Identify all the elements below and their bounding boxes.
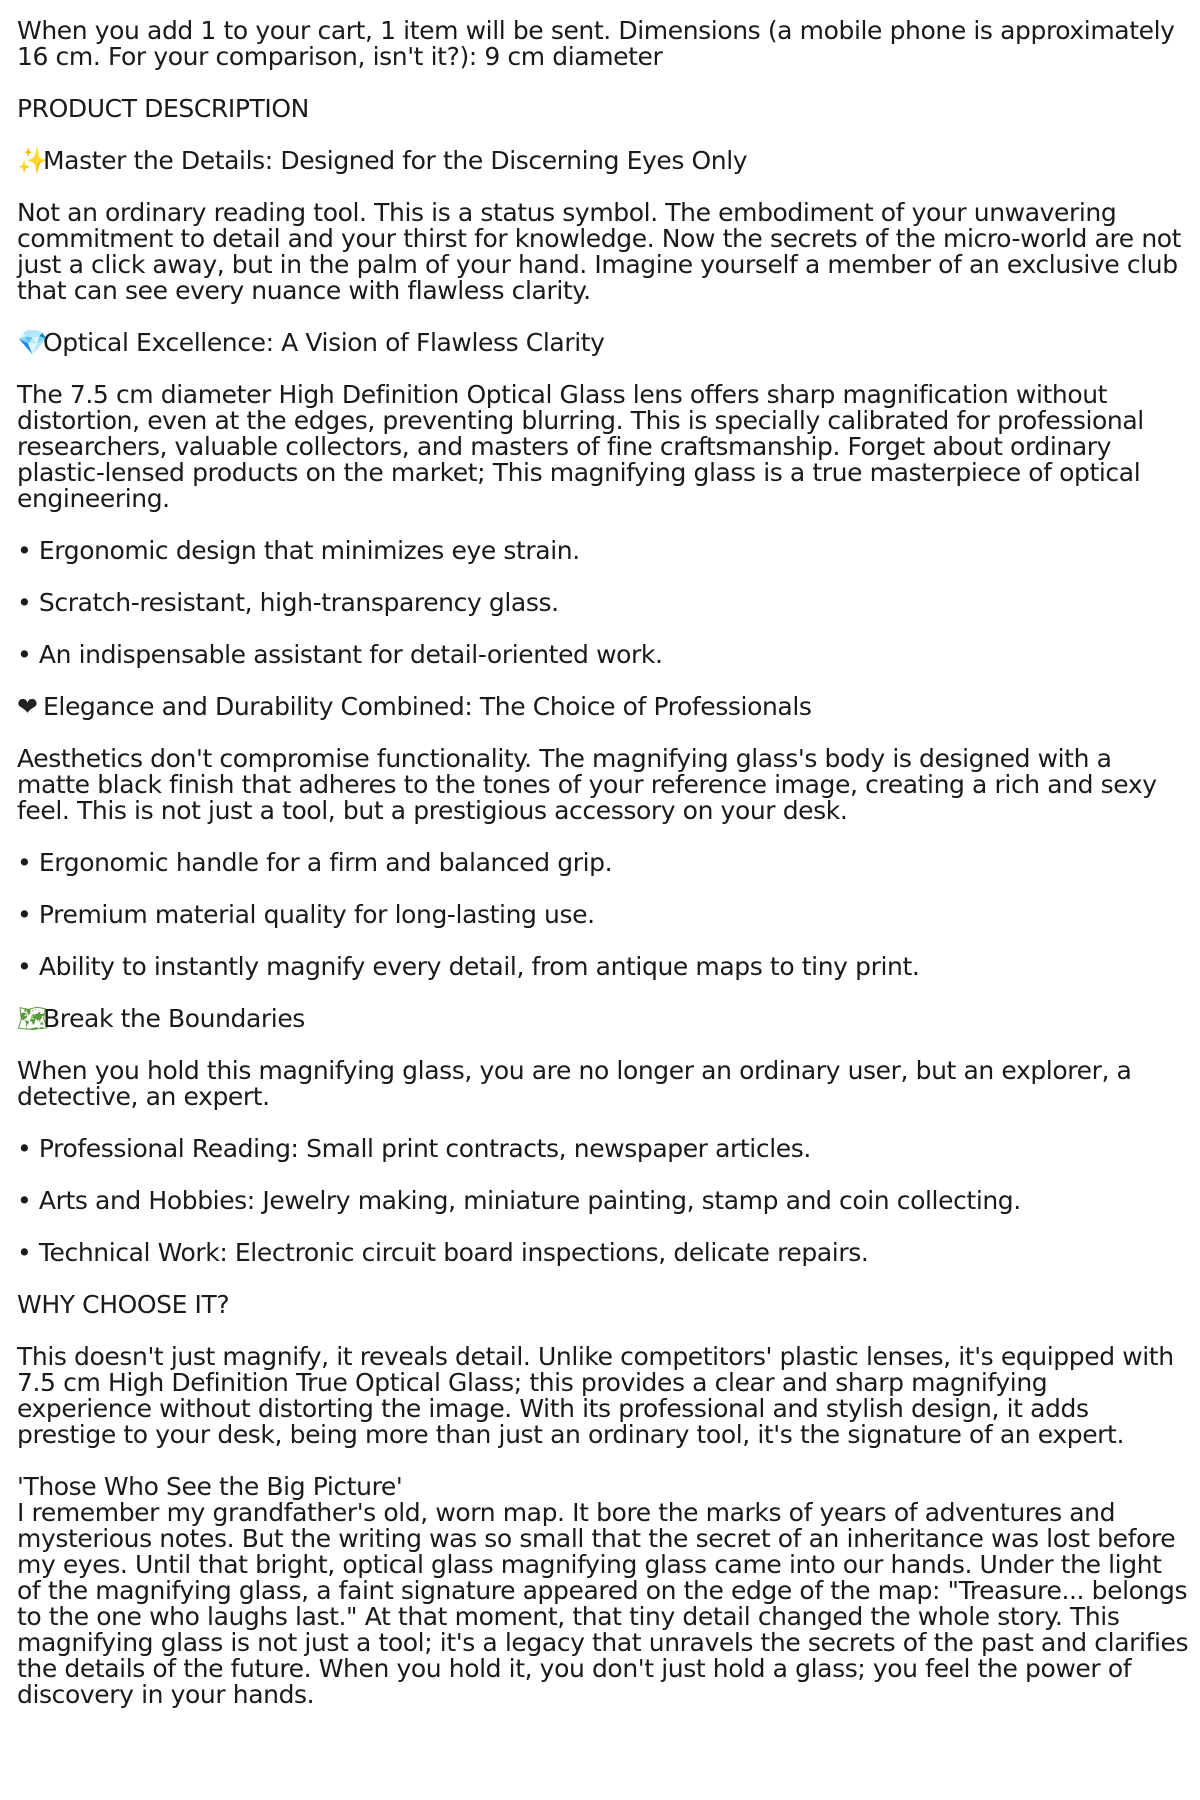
section-title: Master the Details: Designed for the Discerning Eyes Only [43,146,748,175]
why-choose-body: This doesn't just magnify, it reveals detail. Unlike competitors' plastic lenses, it's equipped with 7.5 cm High Definition True Optical Glass; this provides a clear and sharp magnifying experience without distorting the image. With its professional and stylish design, it adds prestige to your desk, being more than just an ordinary tool, it's the signature of an expert. [17,1342,1174,1449]
list-item: • Ability to instantly magnify every detail, from antique maps to tiny print. [17,952,920,981]
gem-icon: 💎 [17,328,48,357]
product-description-heading: PRODUCT DESCRIPTION [17,94,309,123]
section-title: Elegance and Durability Combined: The Choice of Professionals [43,692,812,721]
list-item: • Technical Work: Electronic circuit board inspections, delicate repairs. [17,1238,869,1267]
section-title: Break the Boundaries [43,1004,305,1033]
section-heading-master-details [17,148,1189,174]
list-item: • An indispensable assistant for detail-oriented work. [17,640,663,669]
list-item: • Scratch-resistant, high-transparency glass. [17,588,559,617]
list-item: • Arts and Hobbies: Jewelry making, miniature painting, stamp and coin collecting. [17,1186,1021,1215]
story-title: 'Those Who See the Big Picture' [17,1472,403,1501]
list-item: • Ergonomic handle for a firm and balanced grip. [17,848,613,877]
product-description-document [17,18,1189,1734]
section-heading-elegance-durability [17,694,1189,720]
section-body-break-boundaries: When you hold this magnifying glass, you are no longer an ordinary user, but an explorer, a detective, an expert. [17,1056,1132,1111]
why-choose-heading: WHY CHOOSE IT? [17,1290,230,1319]
section-heading-optical-excellence [17,330,1189,356]
black-heart-icon: ❤ [17,692,38,721]
world-map-icon: 🗺 [17,1004,49,1033]
section-heading-break-boundaries [17,1006,1189,1032]
sparkles-icon: ✨ [17,146,48,175]
section-body-optical-excellence: The 7.5 cm diameter High Definition Optical Glass lens offers sharp magnification without distortion, even at the edges, preventing blurring. This is specially calibrated for professional researchers, valuable collectors, and masters of fine craftsmanship. Forget about ordinary plastic-lensed products on the market; This magnifying glass is a true masterpiece of optical engineering. [17,380,1144,513]
section-title: Optical Excellence: A Vision of Flawless Clarity [43,328,605,357]
list-item: • Professional Reading: Small print contracts, newspaper articles. [17,1134,811,1163]
intro-text: When you add 1 to your cart, 1 item will be sent. Dimensions (a mobile phone is approximately 16 cm. For your comparison, isn't it?): 9 cm diameter [17,16,1175,71]
section-body-master-details: Not an ordinary reading tool. This is a status symbol. The embodiment of your unwavering commitment to detail and your thirst for knowledge. Now the secrets of the micro-world are not just a click away, but in the palm of your hand. Imagine yourself a member of an exclusive club that can see every nuance with flawless clarity. [17,198,1182,305]
list-item: • Premium material quality for long-lasting use. [17,900,595,929]
story-body: I remember my grandfather's old, worn map. It bore the marks of years of adventures and mysterious notes. But the writing was so small that the secret of an inheritance was lost before my eyes. Until that bright, optical glass magnifying glass came into our hands. Under the light of the magnifying glass, a faint signature appeared on the edge of the map: "Treasure... belongs to the one who laughs last." At that moment, that tiny detail changed the whole story. This magnifying glass is not just a tool; it's a legacy that unravels the secrets of the past and clarifies the details of the future. When you hold it, you don't just hold a glass; you feel the power of discovery in your hands. [17,1498,1189,1709]
section-body-elegance-durability: Aesthetics don't compromise functionality. The magnifying glass's body is designed with a matte black finish that adheres to the tones of your reference image, creating a rich and sexy feel. This is not just a tool, but a prestigious accessory on your desk. [17,744,1157,825]
list-item: • Ergonomic design that minimizes eye strain. [17,536,580,565]
